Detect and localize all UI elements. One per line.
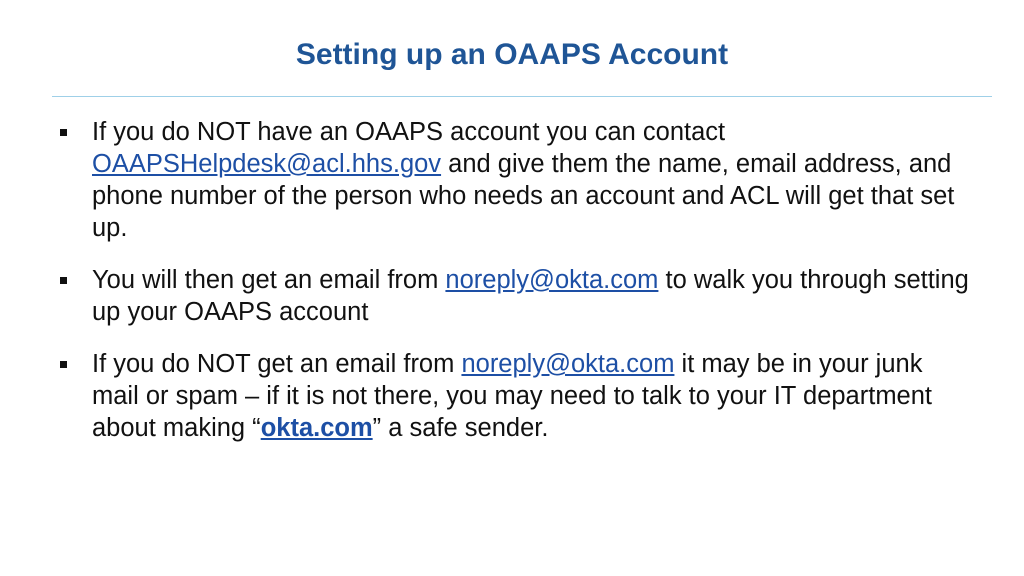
- bullet-square-icon: [60, 361, 67, 368]
- bullet-text: If you do NOT get an email from: [92, 350, 462, 378]
- bullet-text: to walk you through setting up your OAAPS account: [92, 266, 969, 326]
- bullet-text: and give them the name, email address, and phone number of the person who needs an account and ACL will get that set up.: [92, 150, 955, 242]
- noreply-email-link[interactable]: noreply@okta.com: [461, 350, 675, 378]
- bullet-text: If you do NOT have an OAAPS account you can contact: [92, 118, 726, 146]
- slide-title: Setting up an OAAPS Account: [295, 38, 729, 71]
- bullet-item: [56, 348, 976, 444]
- bullet-square-icon: [60, 129, 67, 136]
- helpdesk-email-link[interactable]: OAAPSHelpdesk@acl.hhs.gov: [92, 150, 442, 178]
- noreply-email-link[interactable]: noreply@okta.com: [445, 266, 659, 294]
- bullet-item: [56, 264, 976, 328]
- bullet-text: You will then get an email from: [92, 266, 446, 294]
- bullet-item: [56, 116, 976, 244]
- title-divider: [52, 96, 992, 97]
- bullet-square-icon: [60, 277, 67, 284]
- bullet-list: [56, 116, 976, 464]
- bullet-text: ” a safe sender.: [372, 414, 549, 442]
- bullet-text: it may be in your junk mail or spam – if it is not there, you may need to talk to your IT department about making “: [92, 350, 933, 442]
- okta-domain-link[interactable]: okta.com: [260, 414, 373, 442]
